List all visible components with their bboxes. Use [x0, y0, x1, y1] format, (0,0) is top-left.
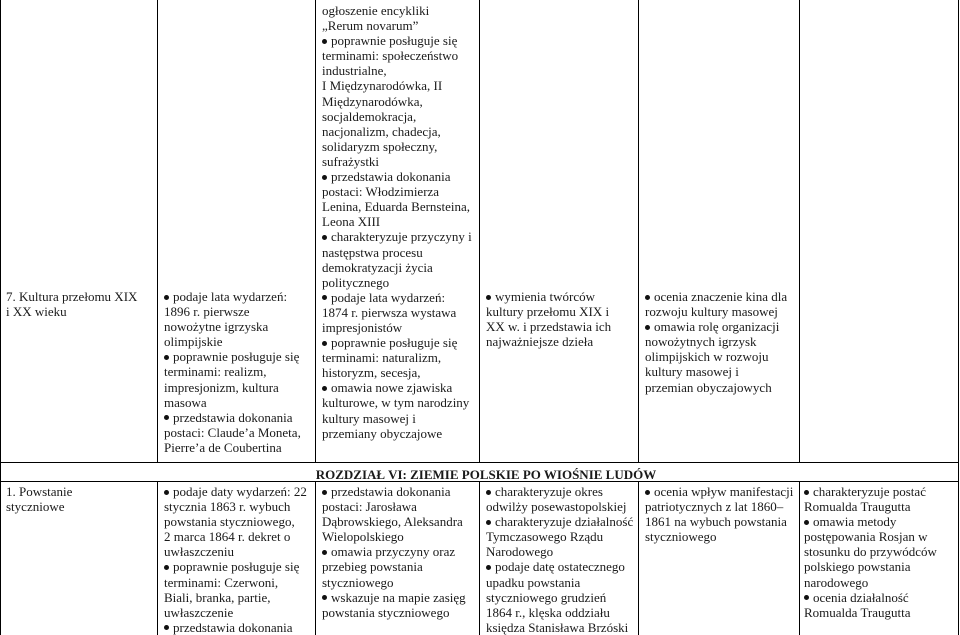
column-divider-2b: [315, 481, 316, 635]
column-divider-1: [157, 0, 158, 462]
row2-col6: [804, 484, 956, 620]
list-item: omawia metody postępowania Rosjan w stosunku do przywódców polskiego powstania narodowego: [804, 514, 937, 590]
list-item: podaje datę ostatecznego upadku powstania styczniowego grudzień 1864 r., klęska oddziału księdza Stanisława Brzóski: [486, 559, 629, 635]
list-item: poprawnie posługuje się terminami: społeczeństwo industrialne, I Międzynarodówka, II Międzynarodówka, socjaldemokracja, nacjonalizm, chadecja, solidaryzm społeczny, sufrażystki: [322, 33, 459, 169]
list-item: podaje daty wydarzeń: 22 stycznia 1863 r. wybuch powstania styczniowego, 2 marca 1864 r. dekret o uwłaszczeniu: [164, 484, 307, 560]
list-item: ocenia działalność Romualda Traugutta: [804, 589, 911, 620]
row2-col2: [164, 484, 312, 635]
table-border-right: [958, 0, 959, 635]
list-item: przedstawia dokonania postaci: Włodzimierza Lenina, Eduarda Bernsteina, Leona XIII: [322, 169, 470, 230]
row2-col3: [322, 484, 478, 620]
list-item: podaje lata wydarzeń: 1874 r. pierwsza wystawa impresjonistów: [322, 289, 457, 335]
list-item: ocenia znaczenie kina dla rozwoju kultury masowej: [645, 289, 788, 320]
column-divider-1b: [157, 481, 158, 635]
list-item: charakteryzuje okres odwilży posewastopolskiej: [486, 484, 627, 515]
list-item: przedstawia dokonania postaci: Jarosława Dąbrowskiego, Aleksandra Wielopolskiego: [322, 484, 463, 545]
row1-col3: [322, 3, 478, 441]
list-item: wskazuje na mapie zasięg powstania styczniowego: [322, 589, 466, 620]
list-item: poprawnie posługuje się terminami: naturalizm, historyzm, secesja,: [322, 335, 458, 381]
row2-col4: [486, 484, 638, 635]
list-item: poprawnie posługuje się terminami: Czerwoni, Biali, branka, partie, uwłaszczenie: [164, 559, 300, 620]
list-item: charakteryzuje działalność Tymczasowego Rządu Narodowego: [486, 514, 634, 560]
table-border-left: [0, 0, 1, 635]
row1-col4: [486, 289, 636, 349]
list-item: ocenia wpływ manifestacji patriotycznych z lat 1860– 1861 na wybuch powstania styczniowego: [645, 484, 794, 545]
list-item: wymienia twórców kultury przełomu XIX i XX w. i przedstawia ich najważniejsze dzieła: [486, 289, 612, 350]
row1-col2: [164, 289, 312, 455]
list-item: charakteryzuje przyczyny i następstwa procesu demokratyzacji życia politycznego: [322, 229, 472, 290]
column-divider-2: [315, 0, 316, 462]
list-item: omawia nowe zjawiska kulturowe, w tym narodziny kultury masowej i przemiany obyczajowe: [322, 380, 470, 441]
row-divider-1: [0, 462, 959, 463]
list-item: przedstawia dokonania postaci: Claude’a Moneta, Pierre’a de Coubertina: [164, 409, 301, 455]
column-divider-5: [799, 0, 800, 462]
list-item: podaje lata wydarzeń: 1896 r. pierwsze nowożytne igrzyska olimpijskie: [164, 289, 288, 350]
column-divider-4: [638, 0, 639, 462]
row2-topic: 1. Powstanie styczniowe: [6, 484, 73, 515]
column-divider-5b: [799, 481, 800, 635]
column-divider-3b: [479, 481, 480, 635]
section-heading: ROZDZIAŁ VI: ZIEMIE POLSKIE PO WIOŚNIE LUDÓW: [315, 467, 657, 482]
list-item: omawia rolę organizacji nowożytnych igrzysk olimpijskich w rozwoju kultury masowej i przemian obyczajowych: [645, 319, 780, 395]
row2-col5: [645, 484, 797, 544]
list-item: charakteryzuje postać Romualda Traugutta: [804, 484, 926, 515]
list-item: przedstawia dokonania: [164, 620, 312, 635]
list-item: poprawnie posługuje się terminami: realizm, impresjonizm, kultura masowa: [164, 349, 300, 410]
column-divider-3: [479, 0, 480, 462]
col3-intro: ogłoszenie encykliki „Rerum novarum”: [322, 3, 430, 34]
row1-col5: [645, 289, 797, 395]
row1-topic: 7. Kultura przełomu XIX i XX wieku: [6, 289, 138, 320]
column-divider-4b: [638, 481, 639, 635]
list-item: omawia przyczyny oraz przebieg powstania styczniowego: [322, 544, 456, 590]
